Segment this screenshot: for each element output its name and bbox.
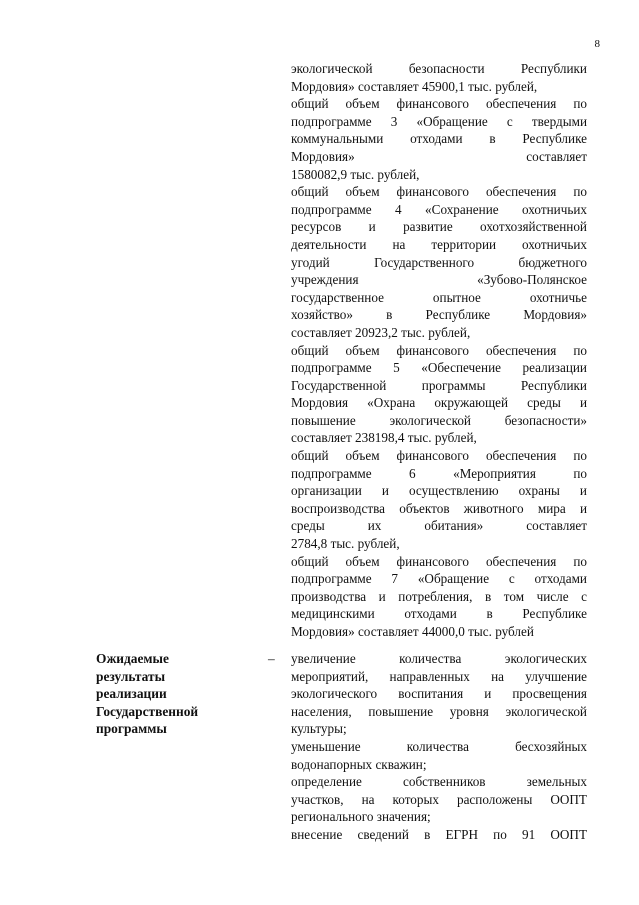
- text-line: 1580082,9 тыс. рублей,: [291, 166, 420, 182]
- text-line: культуры;: [291, 721, 347, 737]
- text-line: производства и потребления, в том числе с: [291, 588, 587, 604]
- text-line: учреждения «Зубово-Полянское: [291, 272, 587, 288]
- text-line: внесение сведений в ЕГРН по 91 ООПТ: [291, 826, 587, 842]
- text-line: подпрограмме 7 «Обращение с отходами: [291, 571, 587, 587]
- text-line: подпрограмме 5 «Обеспечение реализации: [291, 360, 587, 376]
- label-line: программы: [96, 721, 167, 737]
- text-line: подпрограмме 6 «Мероприятия по: [291, 465, 587, 481]
- text-line: экологического воспитания и просвещения: [291, 686, 587, 702]
- text-line: общий объем финансового обеспечения по: [291, 96, 587, 112]
- page-number: 8: [594, 38, 600, 50]
- text-line: организации и осуществлению охраны и: [291, 483, 587, 499]
- expected-results-label: [96, 650, 246, 738]
- text-line: общий объем финансового обеспечения по: [291, 448, 587, 464]
- text-line: 2784,8 тыс. рублей,: [291, 536, 400, 552]
- label-line: результаты: [96, 668, 166, 684]
- label-line: Ожидаемые: [96, 651, 169, 666]
- expected-results-text: [291, 650, 587, 844]
- text-line: Мордовия «Охрана окружающей среды и: [291, 395, 587, 411]
- text-line: уменьшение количества бесхозяйных: [291, 738, 587, 754]
- label-line: Государственной: [96, 703, 199, 719]
- text-line: деятельности на территории охотничьих: [291, 236, 587, 252]
- text-line: подпрограмме 3 «Обращение с твердыми: [291, 113, 587, 129]
- text-line: составляет 238198,4 тыс. рублей,: [291, 430, 477, 446]
- text-line: регионального значения;: [291, 809, 431, 825]
- text-line: хозяйство» в Республике Мордовия»: [291, 307, 587, 323]
- text-line: Государственной программы Республики: [291, 377, 587, 393]
- text-line: Мордовия» составляет 44000,0 тыс. рублей: [291, 624, 534, 639]
- funding-text-block: [291, 60, 587, 641]
- text-line: мероприятий, направленных на улучшение: [291, 668, 587, 684]
- text-line: общий объем финансового обеспечения по: [291, 342, 587, 358]
- text-line: государственное опытное охотничье: [291, 289, 587, 305]
- text-line: среды их обитания» составляет: [291, 518, 587, 534]
- text-line: медицинскими отходами в Республике: [291, 606, 587, 622]
- text-line: коммунальными отходами в Республике: [291, 131, 587, 147]
- text-line: увеличение количества экологических: [291, 651, 587, 666]
- text-line: угодий Государственного бюджетного: [291, 254, 587, 270]
- text-line: экологической безопасности Республики: [291, 61, 587, 76]
- text-line: повышение экологической безопасности»: [291, 412, 587, 428]
- text-line: общий объем финансового обеспечения по: [291, 184, 587, 200]
- text-line: общий объем финансового обеспечения по: [291, 553, 587, 569]
- text-line: подпрограмме 4 «Сохранение охотничьих: [291, 201, 587, 217]
- text-line: участков, на которых расположены ООПТ: [291, 791, 587, 807]
- text-line: ресурсов и развитие охотхозяйственной: [291, 219, 587, 235]
- text-line: составляет 20923,2 тыс. рублей,: [291, 324, 471, 340]
- text-line: Мордовия» составляет: [291, 148, 587, 164]
- text-line: воспроизводства объектов животного мира и: [291, 500, 587, 516]
- text-line: Мордовия» составляет 45900,1 тыс. рублей,: [291, 78, 538, 94]
- label-line: реализации: [96, 686, 167, 702]
- text-line: определение собственников земельных: [291, 774, 587, 790]
- text-line: населения, повышение уровня экологической: [291, 703, 587, 719]
- row-dash: –: [268, 651, 275, 666]
- text-line: водонапорных скважин;: [291, 756, 427, 772]
